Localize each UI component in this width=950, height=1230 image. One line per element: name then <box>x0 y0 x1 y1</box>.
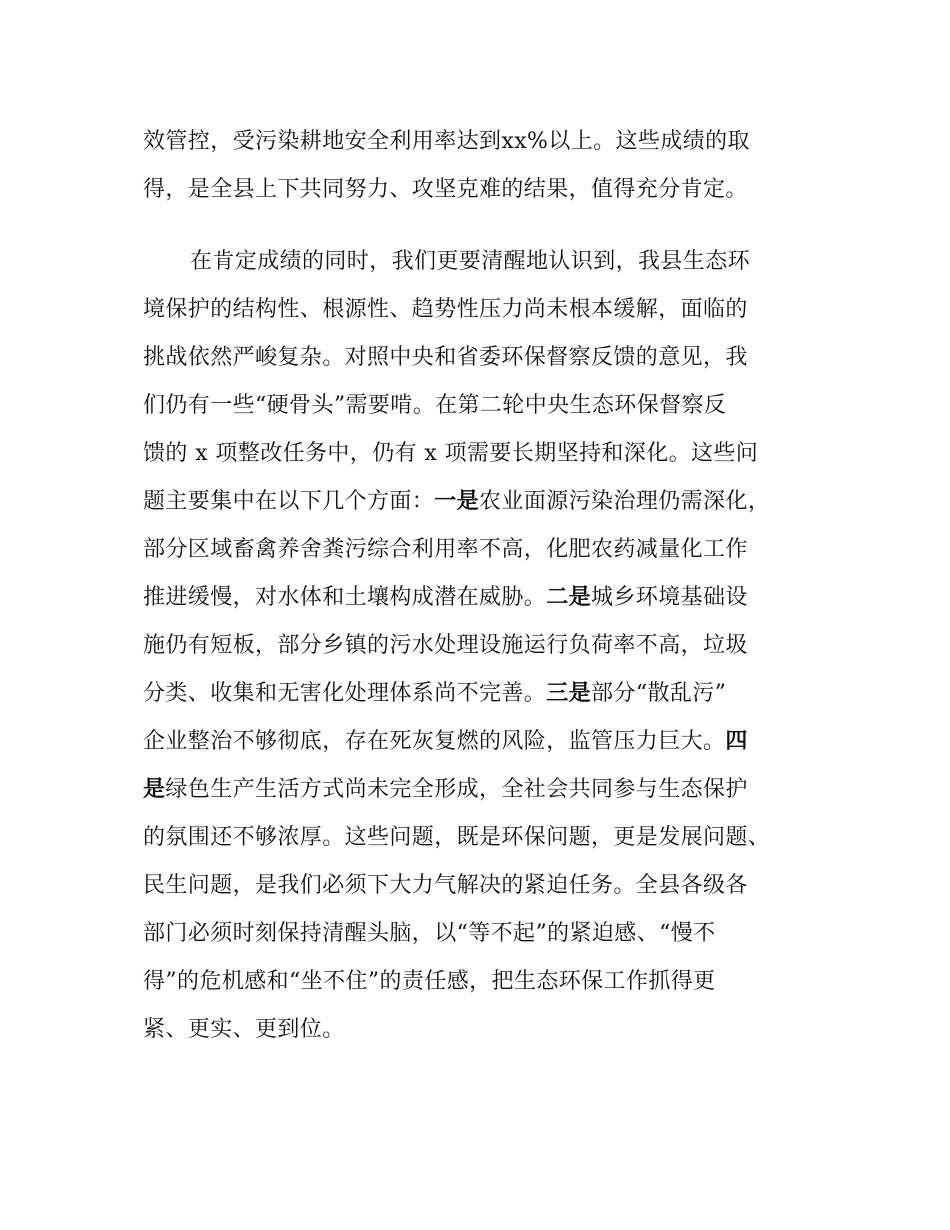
line-text: 推进缓慢，对水体和土壤构成潜在威胁。 <box>143 585 547 610</box>
line-text: 绿色生产生活方式尚未完全形成，全社会共同参与生态保护 <box>165 777 748 802</box>
paragraph-line: 得”的危机感和“坐不住”的责任感，把生态环保工作抓得更 <box>143 969 716 994</box>
emphasis-text: 二是 <box>546 585 592 610</box>
paragraph-line: 在肯定成绩的同时，我们更要清醒地认识到，我县生态环 <box>190 249 751 274</box>
line-text: 城乡环境基础设 <box>591 585 748 610</box>
paragraph-line: 效管控，受污染耕地安全利用率达到xx%以上。这些成绩的取 <box>143 129 750 154</box>
paragraph-2 <box>143 238 818 1054</box>
paragraph-line <box>143 718 818 766</box>
paragraph-line: 部分区域畜禽养舍粪污综合利用率不高，化肥农药减量化工作 <box>143 537 748 562</box>
paragraph-line: 民生问题，是我们必须下大力气解决的紧迫任务。全县各级各 <box>143 873 748 898</box>
line-text: 企业整治不够彻底，存在死灰复燃的风险，监管压力巨大。 <box>143 729 726 754</box>
paragraph-line: 的氛围还不够浓厚。这些问题，既是环保问题，更是发展问题、 <box>143 825 771 850</box>
line-text: 题主要集中在以下几个方面： <box>143 489 435 514</box>
emphasis-text: 一是 <box>434 489 480 514</box>
paragraph-line: 们仍有一些“硬骨头”需要啃。在第二轮中央生态环保督察反 <box>143 393 727 418</box>
paragraph-line: 施仍有短板，部分乡镇的污水处理设施运行负荷率不高，垃圾 <box>143 633 748 658</box>
emphasis-text: 是 <box>143 777 166 802</box>
paragraph-1 <box>143 118 818 214</box>
paragraph-line <box>143 766 818 814</box>
line-text: 部分“散乱污” <box>591 681 727 706</box>
emphasis-text: 三是 <box>546 681 592 706</box>
paragraph-line: 紧、更实、更到位。 <box>143 1017 345 1042</box>
paragraph-line: 挑战依然严峻复杂。对照中央和省委环保督察反馈的意见，我 <box>143 345 748 370</box>
line-text: 农业面源污染治理仍需深化， <box>479 489 771 514</box>
paragraph-line: 部门必须时刻保持清醒头脑，以“等不起”的紧迫感、“慢不 <box>143 921 716 946</box>
paragraph-line: 馈的 x 项整改任务中，仍有 x 项需要长期坚持和深化。这些问 <box>143 441 759 466</box>
paragraph-line: 境保护的结构性、根源性、趋势性压力尚未根本缓解，面临的 <box>143 297 748 322</box>
paragraph-line <box>143 574 818 622</box>
paragraph-line <box>143 670 818 718</box>
line-text: 分类、收集和无害化处理体系尚不完善。 <box>143 681 547 706</box>
paragraph-line: 得，是全县上下共同努力、攻坚克难的结果，值得充分肯定。 <box>143 177 748 202</box>
paragraph-line <box>143 478 818 526</box>
emphasis-text: 四 <box>725 729 748 754</box>
